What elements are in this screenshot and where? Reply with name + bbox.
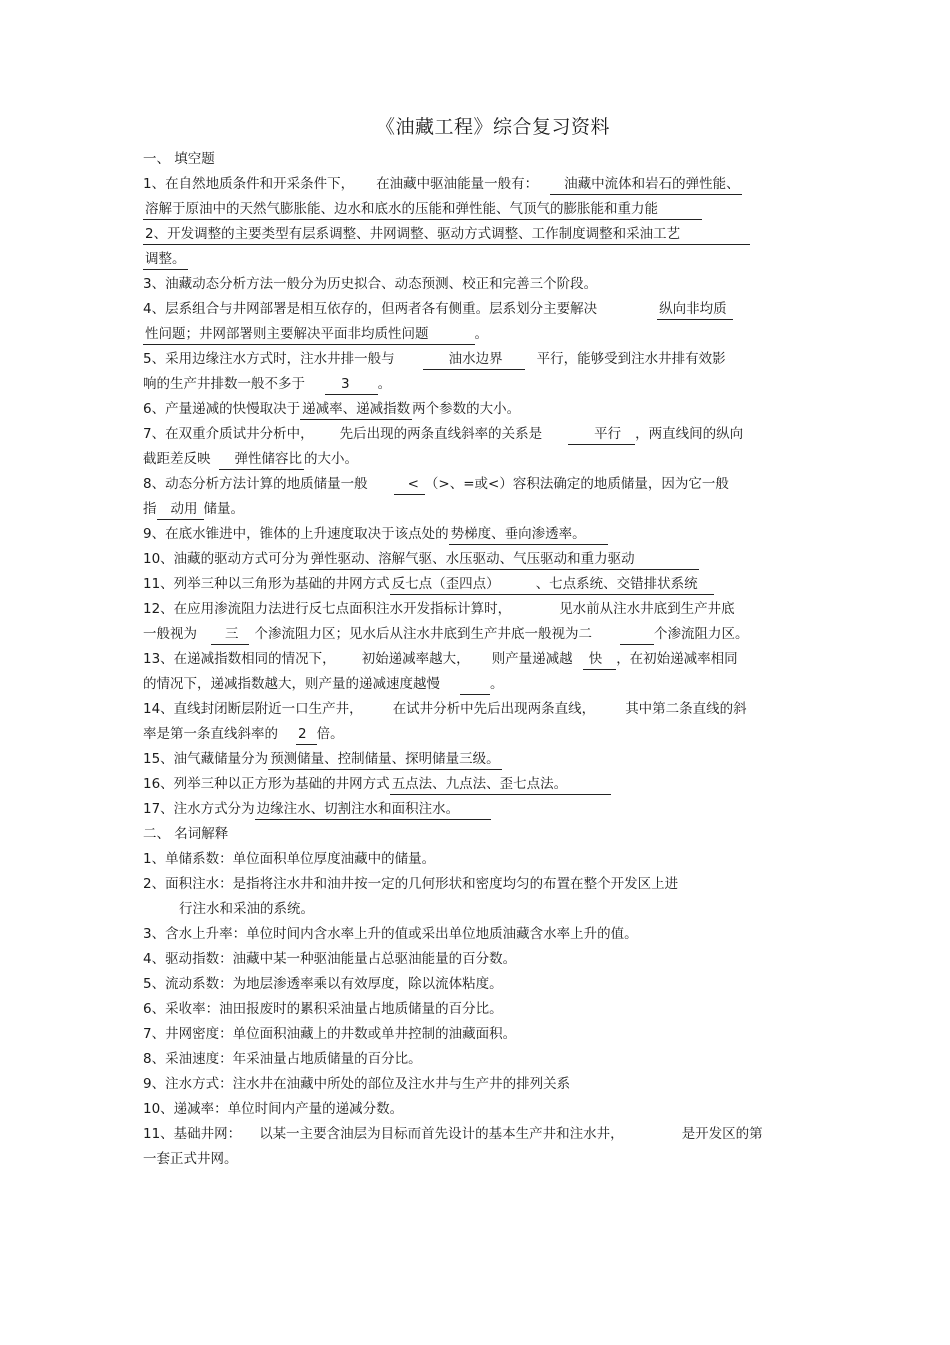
question-5-line-1 <box>143 347 808 372</box>
q10-answer: 弹性驱动、溶解气驱、水压驱动、气压驱动和重力驱动 <box>309 549 699 570</box>
q8-answer-1: < <box>394 474 425 495</box>
question-5-line-2 <box>143 372 808 397</box>
q1-answer-1: 油藏中流体和岩石的弹性能、 <box>550 174 742 195</box>
q8-text-b: （>、=或<）容积法确定的地质储量，因为它一般 <box>424 476 729 492</box>
q14-text-c: 其中第二条直线的斜 <box>625 701 747 717</box>
q15-answer: 预测储量、控制储量、探明储量三级。 <box>268 749 502 770</box>
term-4: 4、驱动指数：油藏中某一种驱油能量占总驱油能量的百分数。 <box>143 951 517 967</box>
term-11-line-2: 一套正式井网。 <box>143 1151 238 1167</box>
q14-text-b: 在试井分析中先后出现两条直线， <box>392 701 596 717</box>
q11-text-a: 11、列举三种以三角形为基础的井网方式 <box>143 576 390 592</box>
q5-text-b: 平行，能够受到注水井排有效影 <box>536 351 726 367</box>
question-17 <box>143 797 808 822</box>
term-1: 1、单储系数：单位面积单位厚度油藏中的储量。 <box>143 851 436 867</box>
question-1-line-1 <box>143 172 808 197</box>
q17-text-a: 17、注水方式分为 <box>143 801 255 817</box>
q15-text-a: 15、油气藏储量分为 <box>143 751 269 767</box>
question-7-line-1 <box>143 422 808 447</box>
q13-text-d: ，在初始递减率相同 <box>616 651 738 667</box>
question-2-line-2 <box>143 247 808 272</box>
question-11 <box>143 572 808 597</box>
term-8: 8、采油速度：年采油量占地质储量的百分比。 <box>143 1051 422 1067</box>
q13-text-e: 的情况下，递减指数越大，则产量的递减速度越慢 <box>143 676 440 692</box>
q12-text-e: 个渗流阻力区。 <box>654 626 749 642</box>
question-7-line-2 <box>143 447 808 472</box>
q6-text-a: 6、产量递减的快慢取决于 <box>143 401 301 417</box>
question-13-line-1 <box>143 647 808 672</box>
q13-text-b: 初始递减率越大， <box>361 651 470 667</box>
q14-text-d: 率是第一条直线斜率的 <box>143 726 278 742</box>
q4-text-a: 4、层系组合与井网部署是相互依存的，但两者各有侧重。层系划分主要解决 <box>143 301 598 317</box>
question-14-line-1 <box>143 697 808 722</box>
q4-answer-1: 纵向非均质 <box>657 299 733 320</box>
q14-text-e: 倍。 <box>316 726 344 742</box>
q6-answer: 递减率、递减指数 <box>300 399 412 420</box>
question-8-line-1 <box>143 472 808 497</box>
term-3: 3、含水上升率：单位时间内含水率上升的值或采出单位地质油藏含水率上升的值。 <box>143 926 638 942</box>
question-12-line-2 <box>143 622 808 647</box>
q7-text-e: 的大小。 <box>304 451 358 467</box>
q7-text-d: 截距差反映 <box>143 451 211 467</box>
term-11-line-1 <box>143 1122 808 1147</box>
question-3: 3、油藏动态分析方法一般分为历史拟合、动态预测、校正和完善三个阶段。 <box>143 276 598 292</box>
q9-text-a: 9、在底水锥进中，锥体的上升速度取决于该点处的 <box>143 526 449 542</box>
q10-text-a: 10、油藏的驱动方式可分为 <box>143 551 309 567</box>
document-page <box>143 112 808 1172</box>
section-heading-fill-in: 一、 填空题 <box>143 151 215 167</box>
q13-text-c: 则产量递减越 <box>491 651 573 667</box>
q1-text-b: 在油藏中驱油能量一般有： <box>376 176 539 192</box>
q5-text-d: 。 <box>377 376 392 392</box>
q11-text-b: 、七点系统、交错排状系统 <box>534 574 714 595</box>
question-1-line-2 <box>143 197 808 222</box>
q7-text-c: ，两直线间的纵向 <box>635 426 744 442</box>
question-4-line-2 <box>143 322 808 347</box>
q5-text-c: 响的生产井排数一般不多于 <box>143 376 305 392</box>
q4-text-c: 。 <box>474 326 488 342</box>
q12-answer-1: 三 <box>211 624 249 645</box>
q2-text-a: 2、开发调整的主要类型有层系调整、井网调整、驱动方式调整、工作制度调整和采油工艺 <box>143 224 750 245</box>
term-11-text-b: 是开发区的第 <box>681 1126 763 1142</box>
q16-text-a: 16、列举三种以正方形为基础的井网方式 <box>143 776 390 792</box>
q8-text-a: 8、动态分析方法计算的地质储量一般 <box>143 476 368 492</box>
q8-answer-2: 动用 <box>157 499 204 520</box>
term-7: 7、井网密度：单位面积油藏上的井数或单井控制的油藏面积。 <box>143 1026 517 1042</box>
q2-text-b: 调整。 <box>143 249 188 270</box>
term-11-text-a: 以某一主要含油层为目标而首先设计的基本生产井和注水井， <box>259 1126 624 1142</box>
question-4-line-1 <box>143 297 808 322</box>
question-9 <box>143 522 808 547</box>
q13-text-f: 。 <box>490 676 504 692</box>
question-8-line-2 <box>143 497 808 522</box>
q13-answer-1: 快 <box>583 649 617 670</box>
q12-text-b: 见水前从注水井底到生产井底 <box>559 601 735 617</box>
q5-answer-1: 油水边界 <box>423 349 525 370</box>
q9-answer: 势梯度、垂向渗透率。 <box>449 524 608 545</box>
q1-text-a: 1、在自然地质条件和开采条件下， <box>143 176 355 192</box>
question-15 <box>143 747 808 772</box>
q8-text-d: 储量。 <box>203 501 244 517</box>
term-10: 10、递减率：单位时间内产量的递减分数。 <box>143 1101 404 1117</box>
q5-answer-2: 3 <box>325 374 378 395</box>
question-14-line-2 <box>143 722 808 747</box>
question-16 <box>143 772 808 797</box>
question-6 <box>143 397 808 422</box>
q17-answer: 边缘注水、切割注水和面积注水。 <box>255 799 492 820</box>
question-2-line-1 <box>143 222 808 247</box>
q6-text-b: 两个参数的大小。 <box>412 401 521 417</box>
question-12-line-1 <box>143 597 808 622</box>
q7-answer-2: 弹性储容比 <box>219 449 305 470</box>
question-13-line-2 <box>143 672 808 697</box>
q7-text-b: 先后出现的两条直线斜率的关系是 <box>339 426 543 442</box>
term-11-label: 11、基础井网： <box>143 1126 242 1142</box>
q1-answer-2: 溶解于原油中的天然气膨胀能、边水和底水的压能和弹性能、气顶气的膨胀能和重力能 <box>143 199 702 220</box>
q14-answer: 2 <box>296 724 317 745</box>
q7-text-a: 7、在双重介质试井分析中， <box>143 426 314 442</box>
q16-answer: 五点法、九点法、歪七点法。 <box>390 774 612 795</box>
section-heading-terms: 二、 名词解释 <box>143 826 229 842</box>
q11-answer: 反七点（歪四点） <box>390 574 534 595</box>
term-2-line-2: 行注水和采油的系统。 <box>179 901 314 917</box>
term-6: 6、采收率：油田报废时的累积采油量占地质储量的百分比。 <box>143 1001 503 1017</box>
document-title: 《油藏工程》综合复习资料 <box>375 116 610 138</box>
term-9: 9、注水方式：注水井在油藏中所处的部位及注水井与生产井的排列关系 <box>143 1076 571 1092</box>
q7-answer-1: 平行 <box>568 424 635 445</box>
term-5: 5、流动系数：为地层渗透率乘以有效厚度，除以流体粘度。 <box>143 976 503 992</box>
q14-text-a: 14、直线封闭断层附近一口生产井， <box>143 701 363 717</box>
q12-text-c: 一般视为 <box>143 626 197 642</box>
q12-text-d: 个渗流阻力区；见水后从注水井底到生产井底一般视为二 <box>254 626 592 642</box>
q8-text-c: 指 <box>143 501 157 517</box>
q12-text-a: 12、在应用渗流阻力法进行反七点面积注水开发指标计算时， <box>143 601 512 617</box>
term-2-line-1: 2、面积注水：是指将注水井和油井按一定的几何形状和密度均匀的布置在整个开发区上进 <box>143 876 679 892</box>
q5-text-a: 5、采用边缘注水方式时，注水井排一般与 <box>143 351 395 367</box>
q13-text-a: 13、在递减指数相同的情况下， <box>143 651 336 667</box>
question-10 <box>143 547 808 572</box>
q4-text-b: 性问题；井网部署则主要解决平面非均质性问题 <box>143 324 475 345</box>
